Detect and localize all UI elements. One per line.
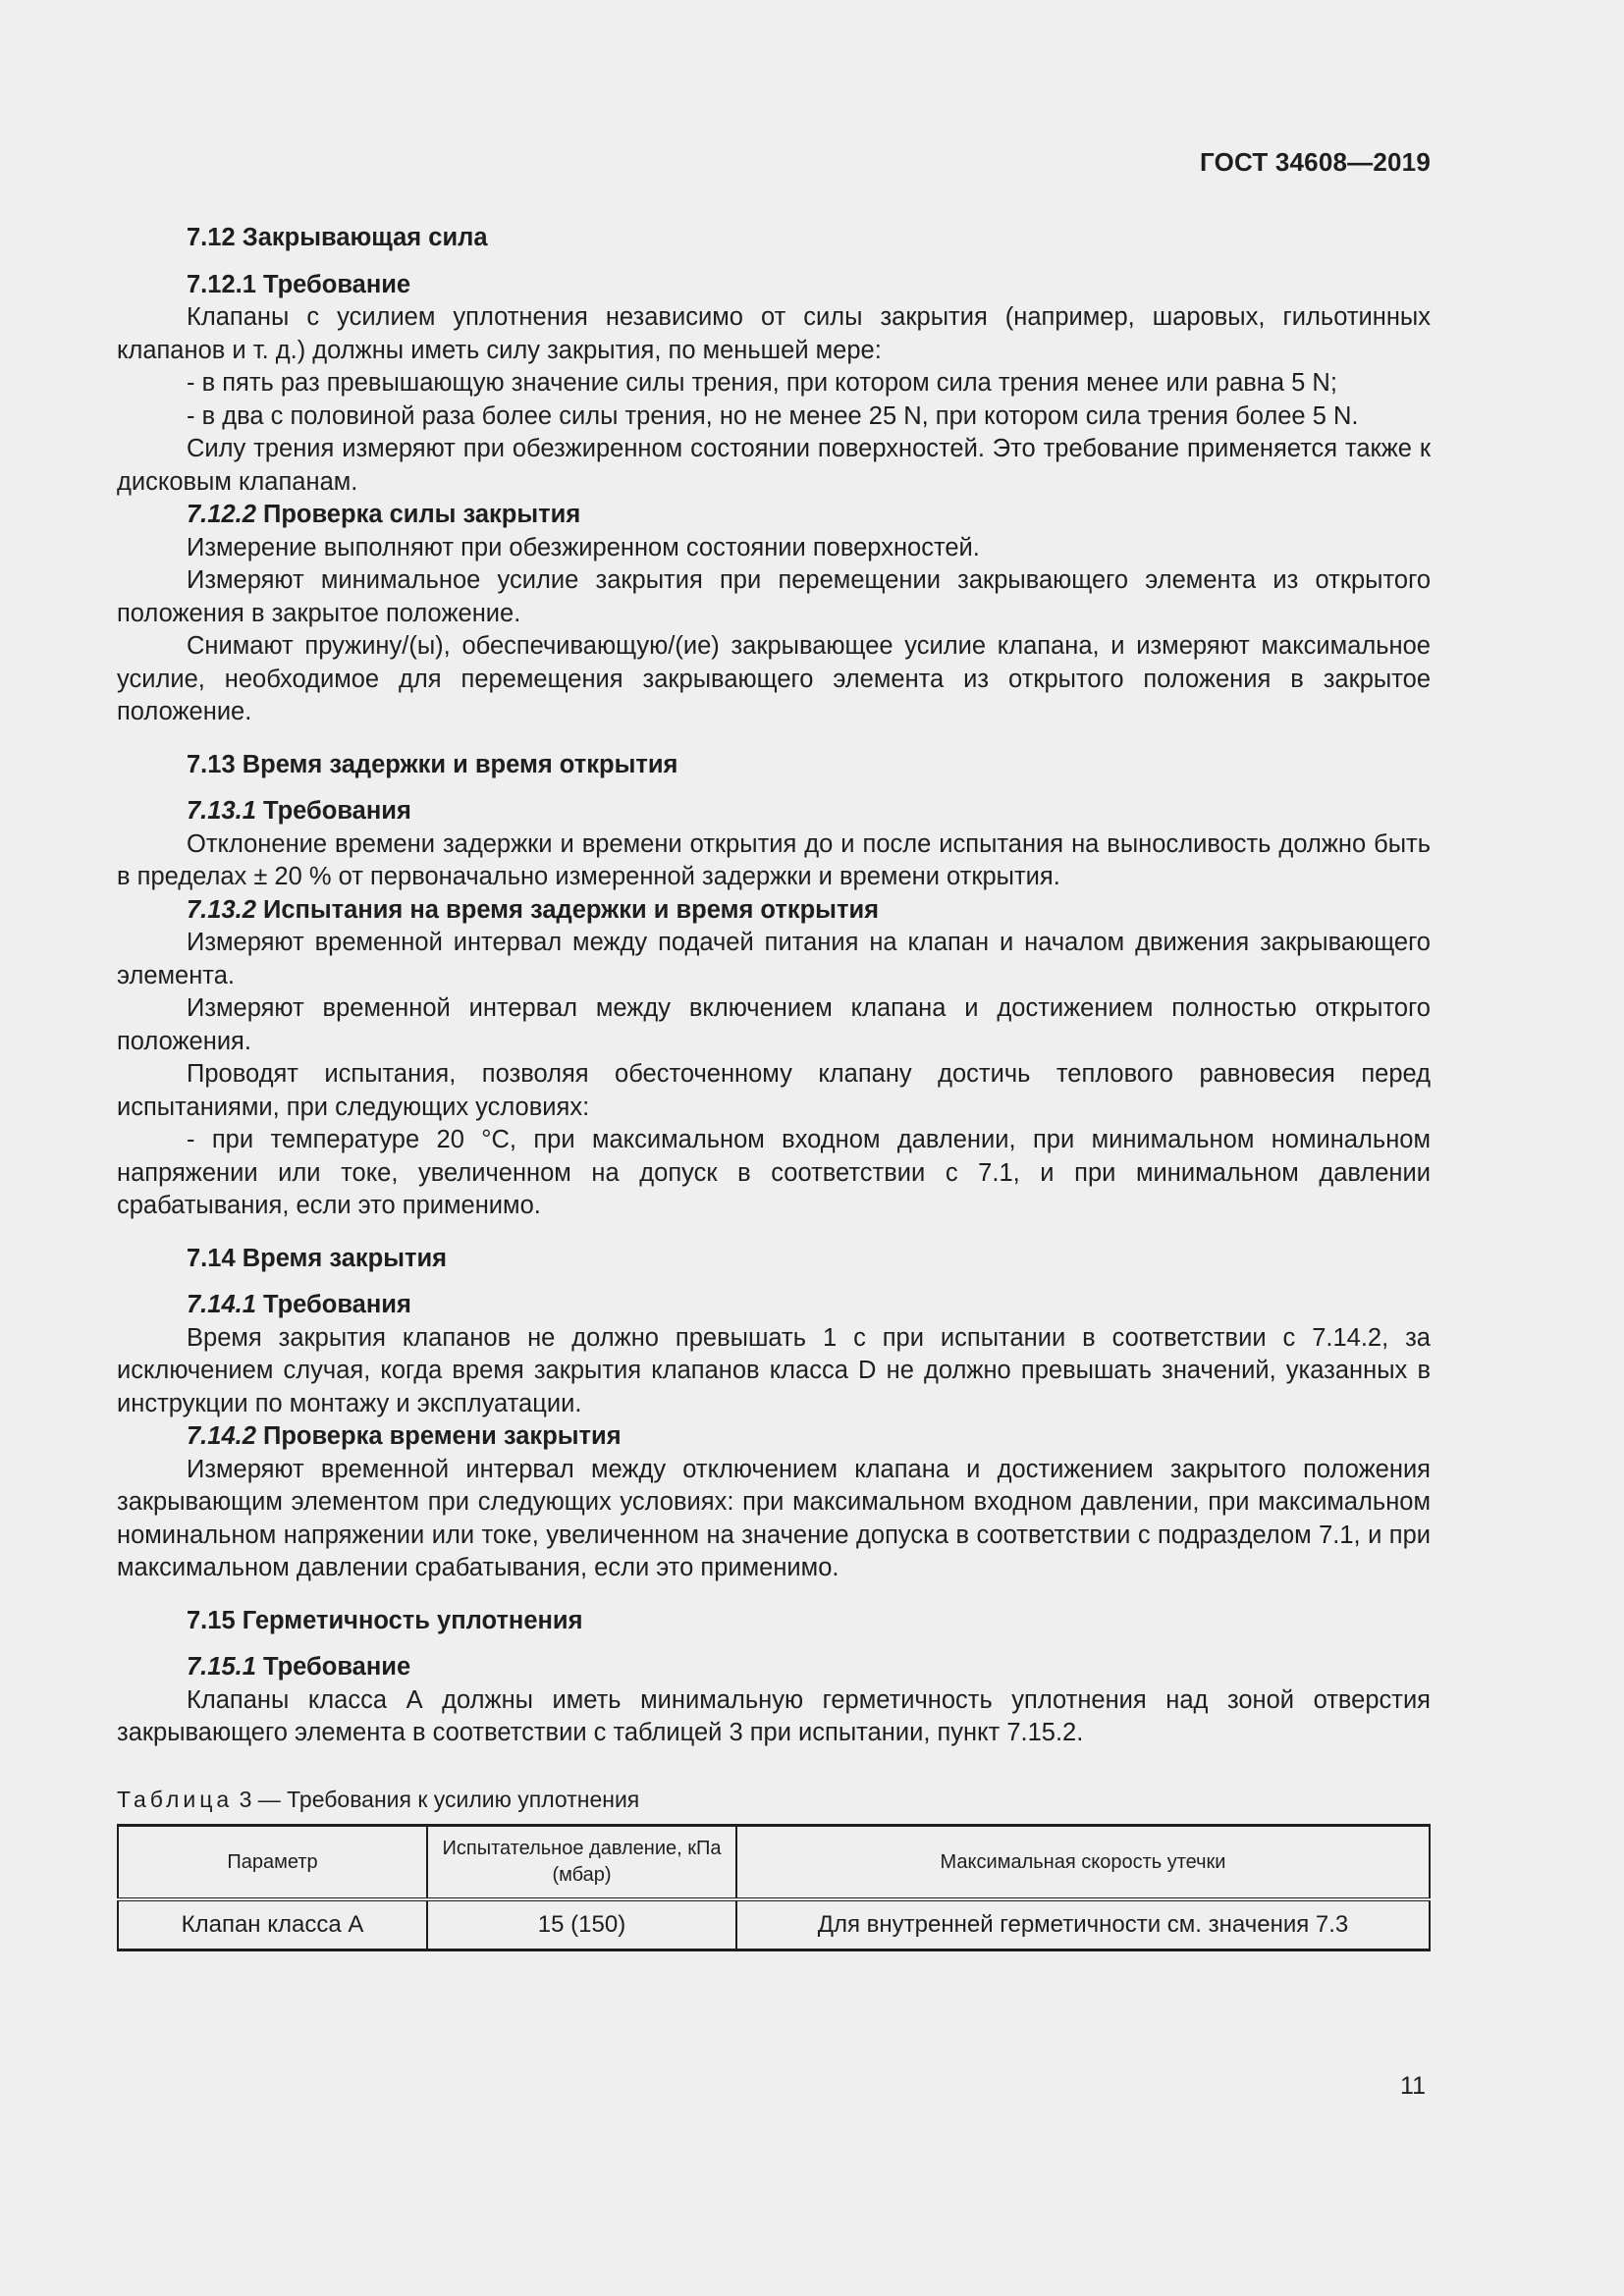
list-item: - в пять раз превышающую значение силы трения, при котором сила трения менее или равна 5 N; — [187, 369, 1337, 397]
paragraph: Время закрытия клапанов не должно превышать 1 с при испытании в соответствии с 7.14.2, за исключением случая, когда время закрытия клапанов класса D не должно превышать значений, указанных в инструкции по монтажу и эксплуатации. — [117, 1323, 1431, 1417]
table-header-cell: Максимальная скорость утечки — [940, 1850, 1226, 1873]
table-header-row — [118, 1826, 1430, 1900]
section-title-7-15: 7.15 Герметичность уплотнения — [187, 1606, 583, 1634]
subsection-title-7-12-2 — [117, 499, 1431, 532]
subsection-number: 7.13.1 — [187, 797, 256, 825]
list-item: - при температуре 20 °С, при максимальном входном давлении, при минимальном номинальном напряжении или токе, увеличенном на допуск в соответствии с 7.1, и при минимальном давлении срабатывания, если это применимо. — [117, 1126, 1431, 1219]
subsection-text: Требования — [255, 1291, 411, 1318]
subsection-title-7-13-1 — [117, 795, 1431, 828]
subsection-text: Требования — [255, 797, 411, 825]
subsection-number: 7.15.1 — [187, 1653, 256, 1681]
paragraph: Клапаны с усилием уплотнения независимо от силы закрытия (например, шаровых, гильотинных клапанов и т. д.) должны иметь силу закрытия, по меньшей мере: — [117, 303, 1431, 364]
subsection-title-7-13-2 — [117, 894, 1431, 928]
subsection-number: 7.12.2 — [187, 501, 256, 528]
subsection-title-7-15-1 — [117, 1651, 1431, 1684]
table-cell: 15 (150) — [427, 1899, 736, 1950]
subsection-text: Проверка силы закрытия — [255, 501, 581, 528]
paragraph: Клапаны класса А должны иметь минимальную герметичность уплотнения над зоной отверстия закрывающего элемента в соответствии с таблицей 3 при испытании, пункт 7.15.2. — [117, 1685, 1431, 1746]
subsection-number: 7.14.1 — [187, 1291, 256, 1318]
table-header-cell: Испытательное давление, кПа (мбар) — [427, 1826, 736, 1900]
page-number: 11 — [1400, 2072, 1426, 2100]
subsection-title-7-12-1: 7.12.1 Требование — [187, 270, 411, 298]
table-caption-text: 3 — Требования к усилию уплотнения — [233, 1786, 640, 1812]
paragraph: Измеряют минимальное усилие закрытия при перемещении закрывающего элемента из открытого положения в закрытое положение. — [117, 566, 1431, 627]
requirements-table — [117, 1824, 1431, 1951]
paragraph: Отклонение времени задержки и времени открытия до и после испытания на выносливость должно быть в пределах ± 20 % от первоначально измеренной задержки и времени открытия. — [117, 829, 1431, 890]
subsection-text: Проверка времени закрытия — [255, 1422, 622, 1450]
table-cell: Для внутренней герметичности см. значения 7.3 — [817, 1911, 1349, 1939]
subsection-text: Испытания на время задержки и время открытия — [255, 895, 879, 924]
paragraph: Проводят испытания, позволяя обесточенному клапану достичь теплового равновесия перед испытаниями, при следующих условиях: — [117, 1060, 1431, 1121]
paragraph: Измеряют временной интервал между включением клапана и достижением полностью открытого положения. — [117, 994, 1431, 1055]
paragraph: Измеряют временной интервал между отключением клапана и достижением закрытого положения закрывающим элементом при следующих условиях: при максимальном входном давлении, при максимальном номинальном напряжении или токе, увеличенном на значение допуска в соответствии с подразделом 7.1, и при максимальном давлении срабатывания, если это применимо. — [117, 1455, 1431, 1581]
table-row — [118, 1899, 1430, 1950]
paragraph: Силу трения измеряют при обезжиренном состоянии поверхностей. Это требование применяется также к дисковым клапанам. — [117, 435, 1431, 496]
section-title-7-12: 7.12 Закрывающая сила — [187, 224, 488, 251]
section-title-7-13: 7.13 Время задержки и время открытия — [187, 750, 678, 778]
subsection-title-7-14-1 — [117, 1289, 1431, 1322]
list-item: - в два с половиной раза более силы трения, но не менее 25 N, при котором сила трения более 5 N. — [187, 401, 1359, 430]
table-caption — [117, 1784, 1431, 1817]
table-header-cell: Параметр — [118, 1826, 427, 1900]
subsection-number: 7.13.2 — [187, 895, 256, 924]
subsection-number: 7.14.2 — [187, 1422, 256, 1450]
page-content — [117, 222, 1431, 1951]
paragraph: Измерение выполняют при обезжиренном состоянии поверхностей. — [187, 533, 980, 561]
subsection-text: Требование — [255, 1653, 411, 1681]
table-caption-label: Таблица — [117, 1786, 234, 1812]
document-code: ГОСТ 34608—2019 — [1200, 147, 1431, 177]
paragraph: Измеряют временной интервал между подачей питания на клапан и началом движения закрывающего элемента. — [117, 929, 1431, 989]
subsection-title-7-14-2 — [117, 1420, 1431, 1454]
section-title-7-14: 7.14 Время закрытия — [187, 1244, 448, 1272]
table-cell: Клапан класса А — [118, 1899, 427, 1950]
paragraph: Снимают пружину/(ы), обеспечивающую/(ие) закрывающее усилие клапана, и измеряют максимальное усилие, необходимое для перемещения закрывающего элемента из открытого положения в закрытое положение. — [117, 632, 1431, 725]
